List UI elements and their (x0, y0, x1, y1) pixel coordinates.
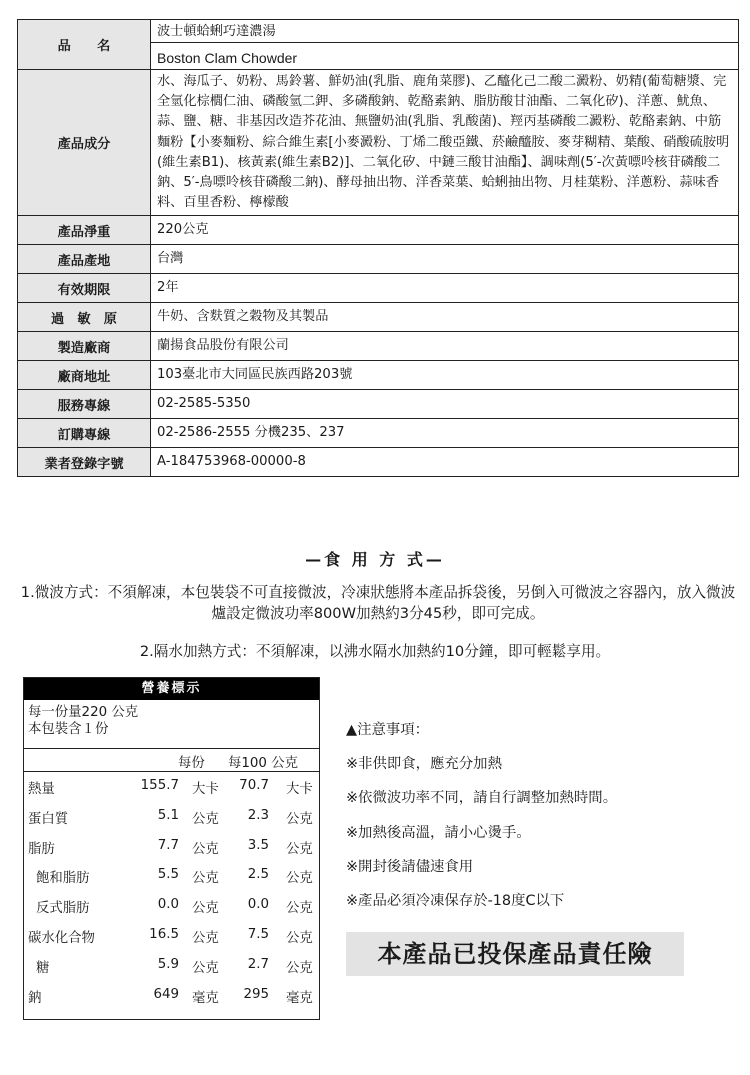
unit-per-100g: 公克 (286, 901, 313, 917)
info-row (18, 216, 739, 245)
nutrition-row (24, 832, 319, 862)
nutrition-rows (24, 772, 319, 1010)
value-per-serving: 0.0 (157, 897, 179, 913)
unit-per-100g: 公克 (286, 811, 313, 827)
nutrition-row (24, 772, 319, 802)
ingredients-row (18, 70, 739, 216)
value-per-serving: 5.1 (157, 807, 179, 823)
nutrition-row (24, 861, 319, 891)
info-label: 產品產地 (18, 245, 151, 274)
info-value: 蘭揚食品股份有限公司 (151, 332, 739, 361)
nutrition-row (24, 951, 319, 981)
nutrition-serving-info (24, 700, 319, 749)
product-name-cell (151, 20, 739, 70)
info-value: 02-2585-5350 (151, 390, 739, 419)
unit-per-100g: 公克 (286, 871, 313, 887)
nutrition-row (24, 921, 319, 951)
caution-item: ※非供即食，應充分加熱 (346, 756, 502, 773)
product-name-row (18, 20, 739, 70)
info-row (18, 245, 739, 274)
info-row (18, 419, 739, 448)
info-value: 103臺北市大同區民族西路203號 (151, 361, 739, 390)
caution-title: ▲注意事項： (346, 722, 430, 738)
info-row (18, 361, 739, 390)
info-value: 台灣 (151, 245, 739, 274)
unit-per-serving: 大卡 (192, 782, 219, 797)
servings-per-pack: 本包裝含１份 (28, 722, 109, 737)
info-label: 過 敏 原 (18, 303, 151, 332)
caution-item: ※產品必須冷凍保存於-18度C以下 (346, 892, 565, 909)
usage-step-boil: 2.隔水加熱方式：不須解凍，以沸水隔水加熱約10分鐘，即可輕鬆享用。 (139, 643, 611, 660)
unit-per-serving: 公克 (192, 960, 219, 976)
value-per-100g: 2.7 (247, 956, 269, 972)
info-value: 牛奶、含麩質之穀物及其製品 (151, 303, 739, 332)
info-row (18, 332, 739, 361)
value-per-100g: 0.0 (247, 897, 269, 913)
info-row (18, 390, 739, 419)
nutrition-row (24, 802, 319, 832)
usage-title: —食 用 方 式— (305, 550, 445, 569)
info-row (18, 448, 739, 477)
unit-per-serving: 公克 (192, 901, 219, 917)
value-per-100g: 2.3 (247, 807, 269, 823)
nutrition-facts-box (23, 677, 320, 1020)
unit-per-serving: 公克 (192, 871, 219, 887)
value-per-serving: 16.5 (149, 926, 179, 942)
info-label: 服務專線 (18, 390, 151, 419)
value-per-serving: 5.5 (157, 867, 179, 883)
product-info-table (17, 19, 739, 477)
info-label: 廠商地址 (18, 361, 151, 390)
usage-step-microwave: 1.微波方式：不須解凍，本包裝袋不可直接微波，冷凍狀態將本產品拆袋後，另倒入可微波之容器內，放入微波爐設定微波功率800W加熱約3分45秒，即可完成。 (20, 584, 736, 622)
info-label: 訂購專線 (18, 419, 151, 448)
product-name-en: Boston Clam Chowder (157, 50, 298, 66)
unit-per-100g: 大卡 (286, 782, 313, 797)
value-per-100g: 295 (243, 986, 269, 1002)
nutrient-name: 糖 (36, 960, 50, 976)
unit-per-100g: 公克 (286, 930, 313, 946)
product-name-label: 品 名 (18, 20, 151, 70)
caution-notes (346, 718, 617, 923)
product-name-cn: 波士頓蛤蜊巧達濃湯 (157, 24, 276, 39)
ingredients-label: 產品成分 (18, 70, 151, 216)
liability-insurance-banner: 本產品已投保產品責任險 (346, 932, 684, 976)
value-per-serving: 5.9 (157, 956, 179, 972)
nutrient-name: 飽和脂肪 (36, 871, 90, 887)
unit-per-100g: 毫克 (286, 990, 313, 1006)
info-value: 220公克 (151, 216, 739, 245)
value-per-100g: 70.7 (239, 778, 269, 793)
info-label: 有效期限 (18, 274, 151, 303)
caution-item: ※依微波功率不同，請自行調整加熱時間。 (346, 790, 618, 807)
unit-per-serving: 公克 (192, 930, 219, 946)
nutrient-name: 鈉 (28, 990, 42, 1006)
unit-per-100g: 公克 (286, 841, 313, 857)
value-per-100g: 3.5 (247, 837, 269, 853)
ingredients-value: 水、海瓜子、奶粉、馬鈴薯、鮮奶油(乳脂、鹿角菜膠)、乙醯化己二酸二澱粉、奶精(葡萄糖漿、完全氫化棕櫚仁油、磷酸氫二鉀、多磷酸鈉、乾酪素鈉、脂肪酸甘油酯、二氧化矽)、洋蔥、魷魚、蒜、鹽、糖、非基因改造芥花油、無鹽奶油(乳脂、乳酸菌)、羥丙基磷酸二澱粉、乾酪素鈉、中筋麵粉【小麥麵粉、綜合維生素[小麥澱粉、丁烯二酸亞鐵、菸鹼醯胺、麥芽糊精、葉酸、硝酸硫胺明(維生素B1)、核黃素(維生素B2)]、二氧化矽、中鏈三酸甘油酯】、調味劑(5′-次黃嘌呤核苷磷酸二鈉、5′-鳥嘌呤核苷磷酸二鈉)、酵母抽出物、洋香菜葉、蛤蜊抽出物、月桂葉粉、洋蔥粉、蒜味香料、百里香粉、檸檬酸 (151, 70, 739, 216)
unit-per-serving: 公克 (192, 811, 219, 827)
info-value: A-184753968-00000-8 (151, 448, 739, 477)
caution-item: ※開封後請儘速食用 (346, 858, 474, 875)
info-value: 02-2586-2555 分機235、237 (151, 419, 739, 448)
unit-per-serving: 公克 (192, 841, 219, 857)
nutrition-row (24, 891, 319, 921)
nutrient-name: 反式脂肪 (36, 901, 90, 917)
nutrient-name: 脂肪 (28, 841, 55, 857)
info-row (18, 303, 739, 332)
serving-size: 每一份量220 公克 (28, 705, 139, 720)
nutrition-column-headers (24, 749, 319, 772)
value-per-serving: 7.7 (157, 837, 179, 853)
value-per-serving: 155.7 (140, 778, 179, 793)
value-per-100g: 7.5 (247, 926, 269, 942)
info-label: 業者登錄字號 (18, 448, 151, 477)
info-label: 產品淨重 (18, 216, 151, 245)
nutrient-name: 碳水化合物 (28, 930, 95, 946)
info-row (18, 274, 739, 303)
nutrient-name: 蛋白質 (28, 811, 69, 827)
nutrition-row (24, 981, 319, 1011)
col-per-100g: 每100 公克 (228, 756, 298, 771)
info-value: 2年 (151, 274, 739, 303)
nutrition-title: 營養標示 (24, 678, 319, 700)
nutrient-name: 熱量 (28, 782, 55, 797)
unit-per-serving: 毫克 (192, 990, 219, 1006)
unit-per-100g: 公克 (286, 960, 313, 976)
col-per-serving: 每份 (178, 756, 205, 771)
info-label: 製造廠商 (18, 332, 151, 361)
value-per-100g: 2.5 (247, 867, 269, 883)
value-per-serving: 649 (153, 986, 179, 1002)
caution-item: ※加熱後高溫，請小心燙手。 (346, 824, 531, 841)
